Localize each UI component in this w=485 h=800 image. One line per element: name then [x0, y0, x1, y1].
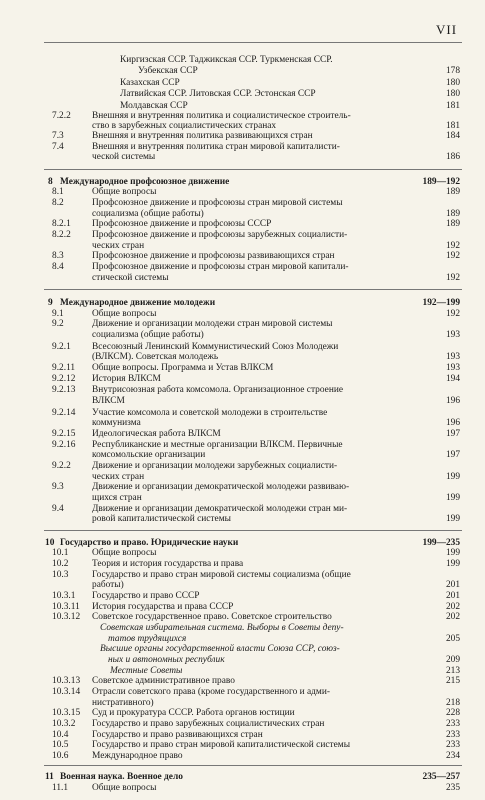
toc-entry [0, 751, 485, 762]
entry-number: 10.6 [52, 751, 69, 761]
toc-entry [0, 559, 485, 570]
entry-number: 10.3.11 [52, 602, 80, 612]
toc-entry [0, 493, 485, 504]
entry-title: История ВЛКСМ [92, 374, 161, 384]
page-ref: 233 [445, 740, 460, 750]
entry-number: 8.3 [52, 251, 64, 261]
entry-title: Военная наука. Военное дело [60, 772, 183, 782]
page-ref: 192 [445, 251, 460, 261]
page-ref: 213 [445, 666, 460, 676]
section-rule [44, 289, 462, 290]
entry-number: 9 [48, 298, 53, 308]
entry-title: Государство и право стран мировой капиталистической системы [92, 740, 350, 750]
page-ref: 199 [445, 472, 460, 482]
entry-title: Движение и организации демократической молодежи стран ми- [92, 504, 348, 514]
toc-entry [0, 708, 485, 719]
entry-title: Теория и история государства и права [92, 559, 244, 569]
entry-number: 9.4 [52, 504, 64, 514]
entry-number: 10.3.1 [52, 591, 76, 601]
page-ref: 201 [445, 580, 460, 590]
page-ref: 194 [445, 374, 460, 384]
entry-title: Республиканские и местные организации ВЛКСМ. Первичные [92, 440, 343, 450]
entry-number: 9.2.12 [52, 374, 76, 384]
entry-number: 9.2.13 [52, 385, 76, 395]
toc-entry [0, 461, 485, 472]
toc-entry [0, 612, 485, 623]
toc-entry [0, 319, 485, 330]
entry-title: ческих стран [92, 241, 145, 251]
entry-title: Отрасли советского права (кроме государственного и адми- [92, 687, 330, 697]
entry-number: 9.2.11 [52, 363, 76, 373]
page-ref: 193 [445, 330, 460, 340]
toc-entry [0, 89, 485, 100]
toc-entry [0, 363, 485, 374]
entry-title: Казахская ССР [120, 78, 180, 88]
entry-title: Общие вопросы. Программа и Устав ВЛКСМ [92, 363, 274, 373]
entry-number: 10 [45, 538, 55, 548]
entry-number: 7.2.2 [52, 111, 71, 121]
top-rule [44, 42, 462, 43]
page-ref: 234 [445, 751, 460, 761]
toc-entry [0, 623, 485, 634]
entry-number: 11 [45, 772, 54, 782]
entry-title: нистративного) [92, 698, 154, 708]
toc-entry [0, 482, 485, 493]
section-heading [0, 772, 485, 783]
entry-number: 9.2.1 [52, 342, 71, 352]
toc-entry [0, 78, 485, 89]
entry-title: Государство и право стран мировой системы социализма (общие [92, 570, 351, 580]
entry-title: Движение и организации молодежи зарубежных социалисти- [92, 461, 338, 471]
toc-entry [0, 374, 485, 385]
page-ref: 192 [445, 273, 460, 283]
toc-entry [0, 262, 485, 273]
page-ref: 193 [445, 352, 460, 362]
entry-number: 10.4 [52, 730, 69, 740]
toc-entry [0, 66, 485, 77]
page-ref: 184 [445, 131, 460, 141]
section-rule [44, 530, 462, 531]
toc-entry [0, 783, 485, 794]
entry-title: Местные Советы [110, 666, 183, 676]
page-ref: 197 [445, 429, 460, 439]
entry-title: коммунизма [92, 418, 141, 428]
entry-title: Советское административное право [92, 676, 235, 686]
page-ref: 215 [445, 676, 460, 686]
entry-number: 10.5 [52, 740, 69, 750]
entry-title: Узбекская ССР [138, 66, 198, 76]
entry-title: работы) [92, 580, 124, 590]
page-ref: 199 [445, 493, 460, 503]
entry-title: Внутрисоюзная работа комсомола. Организационное строение [92, 385, 344, 395]
entry-title: Внешняя и внутренняя политика стран мировой капиталисти- [92, 142, 340, 152]
page-ref: 189 [445, 209, 460, 219]
entry-title: Профсоюзное движение и профсоюзы стран мировой капитали- [92, 262, 349, 272]
entry-number: 9.1 [52, 309, 64, 319]
entry-number: 8.2.2 [52, 230, 71, 240]
entry-title: Государство и право развивающихся стран [92, 730, 263, 740]
page-ref: 199 [445, 548, 460, 558]
entry-title: социализма (общие работы) [92, 209, 204, 219]
entry-title: Движение и организации молодежи стран мировой системы [92, 319, 333, 329]
page-ref: 218 [445, 698, 460, 708]
page-ref: 193 [445, 363, 460, 373]
entry-number: 10.3.2 [52, 719, 76, 729]
toc-entry [0, 719, 485, 730]
toc-entry [0, 450, 485, 461]
entry-title: щихся стран [92, 493, 142, 503]
section-rule [44, 169, 462, 170]
page-ref: 199 [445, 514, 460, 524]
entry-number: 8.2 [52, 198, 64, 208]
page-ref: 196 [445, 418, 460, 428]
entry-title: стической системы [92, 273, 169, 283]
toc-entry [0, 580, 485, 591]
page-ref: 197 [445, 450, 460, 460]
page-ref: 205 [445, 634, 460, 644]
entry-number: 10.3.15 [52, 708, 81, 718]
entry-number: 10.3.14 [52, 687, 81, 697]
entry-number: 10.2 [52, 559, 69, 569]
page-ref: 233 [445, 730, 460, 740]
entry-number: 8.4 [52, 262, 64, 272]
entry-number: 7.3 [52, 131, 64, 141]
entry-title: Международное профсоюзное движение [60, 177, 230, 187]
page-ref: 189 [445, 219, 460, 229]
entry-title: Внешняя и внутренняя политика развивающихся стран [92, 131, 313, 141]
entry-title: Общие вопросы [92, 187, 157, 197]
toc-entry [0, 198, 485, 209]
entry-title: ВЛКСМ [92, 396, 125, 406]
entry-number: 10.3.13 [52, 676, 81, 686]
entry-title: Государство и право СССР [92, 591, 200, 601]
entry-title: Советское государственное право. Советское строительство [92, 612, 332, 622]
entry-title: социализма (общие работы) [92, 330, 204, 340]
toc-entry [0, 131, 485, 142]
toc-entry [0, 230, 485, 241]
entry-title: Киргизская ССР. Таджикская ССР. Туркменская ССР. [120, 55, 333, 65]
entry-number: 10.1 [52, 548, 69, 558]
page-ref: 199—235 [422, 538, 460, 548]
entry-title: Государство и право. Юридические науки [60, 538, 239, 548]
entry-title: Общие вопросы [92, 309, 157, 319]
page-ref: 235—257 [422, 772, 460, 782]
page-ref: 202 [445, 602, 460, 612]
entry-title: ческих стран [92, 472, 145, 482]
entry-title: Всесоюзный Ленинский Коммунистический Союз Молодежи [92, 342, 339, 352]
entry-number: 10.3 [52, 570, 69, 580]
entry-title: История государства и права СССР [92, 602, 234, 612]
toc-entry [0, 273, 485, 284]
toc-entry [0, 676, 485, 687]
toc-entry [0, 740, 485, 751]
entry-number: 9.2.2 [52, 461, 71, 471]
page-ref: 189 [445, 187, 460, 197]
entry-title: Общие вопросы [92, 783, 157, 793]
page-ref: 199 [445, 559, 460, 569]
entry-title: Профсоюзное движение и профсоюзы стран мировой системы [92, 198, 343, 208]
page-ref: 189—192 [422, 177, 460, 187]
entry-number: 7.4 [52, 142, 64, 152]
page-ref: 192—199 [422, 298, 460, 308]
toc-entry [0, 687, 485, 698]
entry-number: 9.2.15 [52, 429, 76, 439]
toc-entry [0, 514, 485, 525]
entry-title: Высшие органы государственной власти Союза ССР, союз- [100, 644, 340, 654]
entry-title: комсомольские организации [92, 450, 206, 460]
entry-title: Советская избирательная система. Выборы в Советы депу- [100, 623, 344, 633]
page-ref: 202 [445, 612, 460, 622]
toc-entry [0, 591, 485, 602]
toc-entry [0, 396, 485, 407]
page-ref: 209 [445, 655, 460, 665]
entry-title: Латвийская ССР. Литовская ССР. Эстонская ССР [120, 89, 316, 99]
entry-number: 9.2.14 [52, 408, 76, 418]
entry-number: 11.1 [52, 783, 69, 793]
entry-number: 8.2.1 [52, 219, 71, 229]
page-ref: 192 [445, 309, 460, 319]
entry-title: ных и автономных республик [108, 655, 225, 665]
page-ref: 181 [445, 101, 460, 111]
entry-number: 9.2 [52, 319, 64, 329]
entry-title: Международное движение молодежи [60, 298, 216, 308]
toc-entry [0, 385, 485, 396]
entry-title: ровой капиталистической системы [92, 514, 231, 524]
page-ref: 196 [445, 396, 460, 406]
page-number: VII [436, 22, 458, 37]
toc-entry [0, 418, 485, 429]
entry-title: татов трудящихся [108, 634, 187, 644]
page-ref: 235 [445, 783, 460, 793]
entry-title: Профсоюзное движение и профсоюзы развивающихся стран [92, 251, 335, 261]
entry-title: Профсоюзное движение и профсоюзы СССР [92, 219, 272, 229]
entry-title: Общие вопросы [92, 548, 157, 558]
toc-entry [0, 152, 485, 163]
page-ref: 180 [445, 89, 460, 99]
entry-title: Суд и прокуратура СССР. Работа органов юстиции [92, 708, 295, 718]
entry-number: 9.3 [52, 482, 64, 492]
entry-title: Идеологическая работа ВЛКСМ [92, 429, 221, 439]
page-ref: 186 [445, 152, 460, 162]
entry-number: 9.2.16 [52, 440, 76, 450]
page-ref: 181 [445, 121, 460, 131]
toc-entry [0, 251, 485, 262]
page-ref: 233 [445, 719, 460, 729]
toc-entry [0, 429, 485, 440]
page-ref: 228 [445, 708, 460, 718]
entry-number: 10.3.12 [52, 612, 81, 622]
entry-title: Внешняя и внутренняя политика и социалистическое строитель- [92, 111, 351, 121]
toc-entry [0, 548, 485, 559]
entry-title: Участие комсомола и советской молодежи в строительстве [92, 408, 328, 418]
toc-entry [0, 187, 485, 198]
page-ref: 180 [445, 78, 460, 88]
entry-title: Международное право [92, 751, 183, 761]
entry-title: (ВЛКСМ). Советская молодежь [92, 352, 219, 362]
entry-number: 8.1 [52, 187, 64, 197]
entry-title: ческой системы [92, 152, 156, 162]
toc-entry [0, 330, 485, 341]
toc-entry [0, 644, 485, 655]
entry-title: ство в зарубежных социалистических странах [92, 121, 277, 131]
entry-title: Профсоюзное движение и профсоюзы зарубежных социалисти- [92, 230, 348, 240]
toc-entry [0, 655, 485, 666]
entry-number: 8 [48, 177, 53, 187]
section-rule [44, 765, 462, 766]
entry-title: Молдавская ССР [120, 101, 188, 111]
toc-entry [0, 55, 485, 66]
entry-title: Государство и право зарубежных социалистических стран [92, 719, 325, 729]
toc-entry [0, 219, 485, 230]
page-ref: 201 [445, 591, 460, 601]
section-heading [0, 298, 485, 309]
entry-title: Движение и организации демократической молодежи развиваю- [92, 482, 350, 492]
page-ref: 178 [445, 66, 460, 76]
page-ref: 192 [445, 241, 460, 251]
toc-entry [0, 352, 485, 363]
